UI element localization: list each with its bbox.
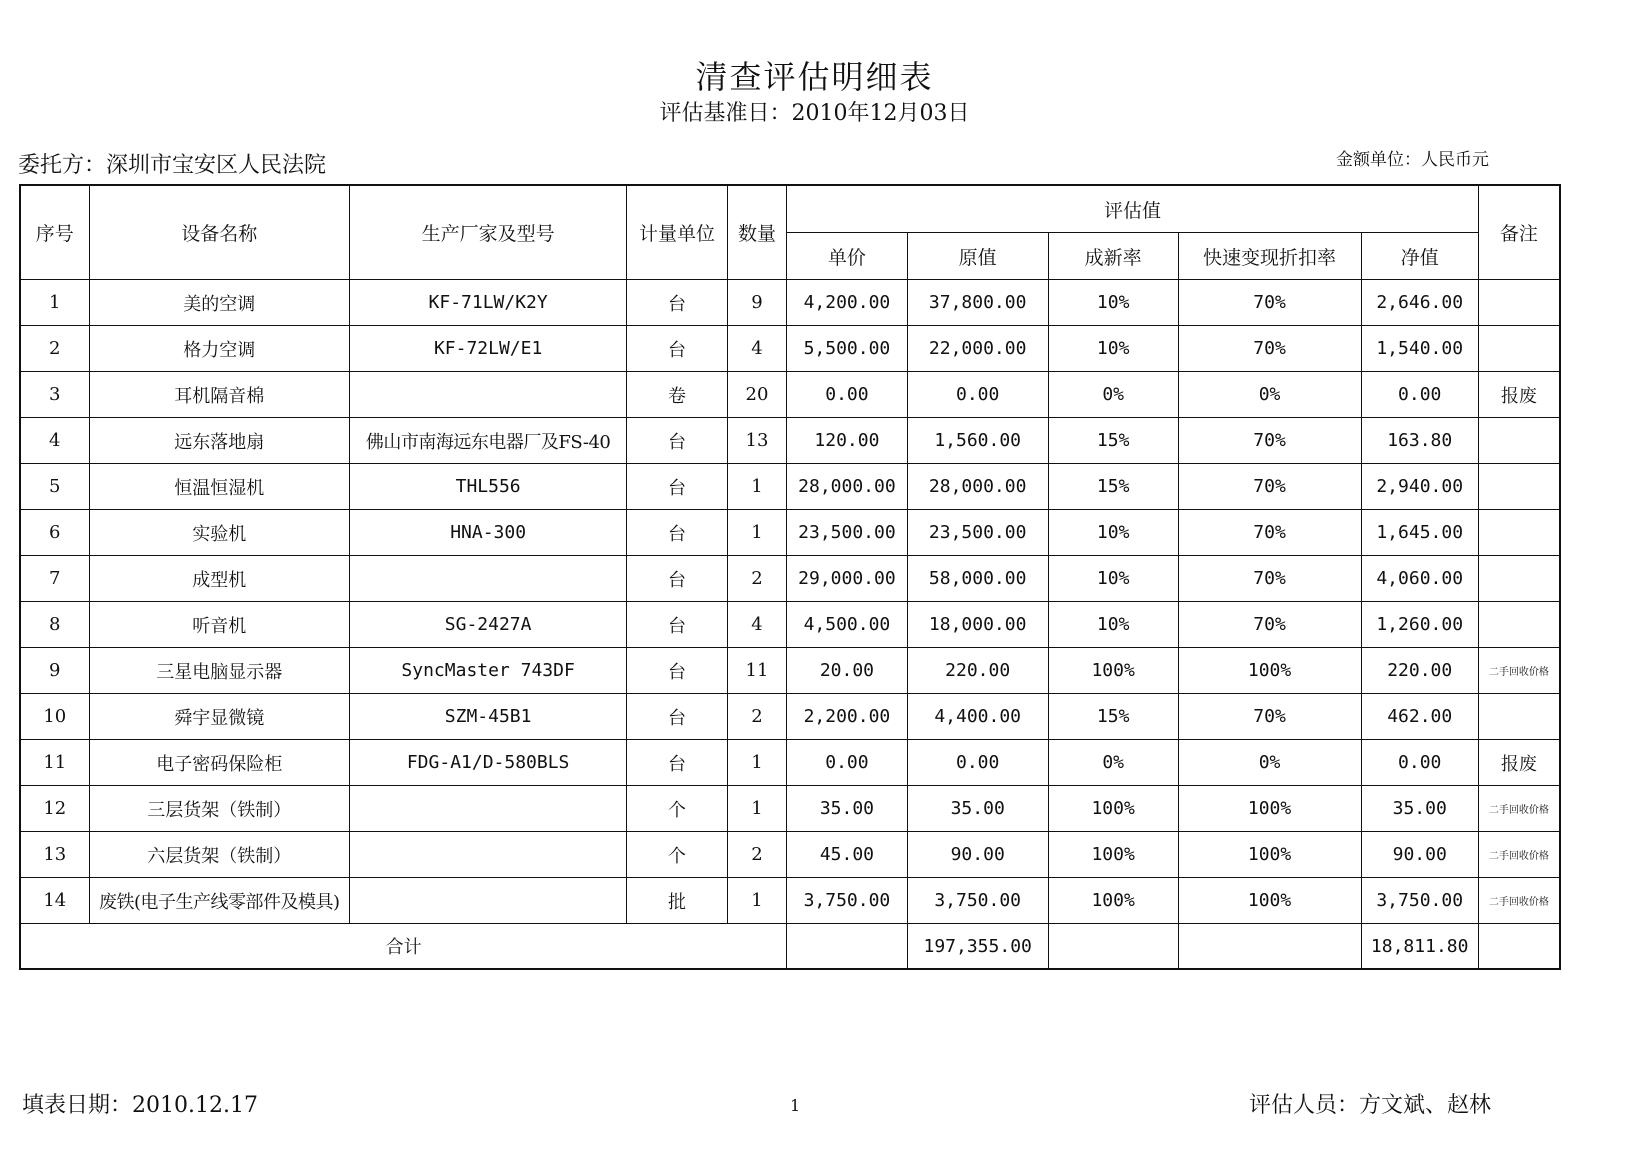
cell-remark: 二手回收价格 [1478,648,1560,694]
header-name: 设备名称 [89,185,349,280]
cell-seq: 5 [20,464,89,510]
cell-unit-price: 0.00 [787,372,907,418]
cell-discount: 100% [1178,832,1361,878]
cell-original: 0.00 [907,372,1048,418]
cell-name: 远东落地扇 [89,418,349,464]
header-manufacturer: 生产厂家及型号 [350,185,627,280]
cell-net: 90.00 [1361,832,1478,878]
cell-remark: 报废 [1478,372,1560,418]
cell-remark [1478,602,1560,648]
cell-model [350,372,627,418]
cell-net: 1,540.00 [1361,326,1478,372]
cell-original: 58,000.00 [907,556,1048,602]
cell-unit-price: 20.00 [787,648,907,694]
cell-model: HNA-300 [350,510,627,556]
cell-remark [1478,326,1560,372]
cell-unit: 台 [627,602,727,648]
cell-model [350,832,627,878]
total-remark-empty [1478,924,1560,970]
cell-net: 163.80 [1361,418,1478,464]
table-row [20,280,1560,326]
cell-unit-price: 4,500.00 [787,602,907,648]
cell-name: 成型机 [89,556,349,602]
cell-unit: 个 [627,832,727,878]
cell-net: 1,645.00 [1361,510,1478,556]
cell-seq: 11 [20,740,89,786]
cell-qty: 1 [727,510,787,556]
cell-newness: 0% [1048,372,1178,418]
cell-qty: 20 [727,372,787,418]
cell-model: SyncMaster 743DF [350,648,627,694]
cell-qty: 4 [727,602,787,648]
cell-name: 三星电脑显示器 [89,648,349,694]
cell-unit: 台 [627,418,727,464]
cell-remark [1478,418,1560,464]
table-row [20,740,1560,786]
cell-unit-price: 29,000.00 [787,556,907,602]
cell-discount: 70% [1178,510,1361,556]
cell-seq: 14 [20,878,89,924]
cell-qty: 2 [727,556,787,602]
cell-net: 462.00 [1361,694,1478,740]
header-original-value: 原值 [907,233,1048,280]
cell-original: 28,000.00 [907,464,1048,510]
cell-remark: 二手回收价格 [1478,878,1560,924]
header-unit-price: 单价 [787,233,907,280]
cell-seq: 4 [20,418,89,464]
cell-qty: 1 [727,786,787,832]
cell-qty: 1 [727,740,787,786]
cell-qty: 9 [727,280,787,326]
total-original: 197,355.00 [907,924,1048,970]
header-qty: 数量 [727,185,787,280]
cell-discount: 70% [1178,556,1361,602]
cell-discount: 70% [1178,602,1361,648]
cell-original: 35.00 [907,786,1048,832]
table-row [20,464,1560,510]
cell-original: 90.00 [907,832,1048,878]
cell-seq: 9 [20,648,89,694]
cell-qty: 1 [727,464,787,510]
cell-unit: 批 [627,878,727,924]
cell-name: 三层货架（铁制） [89,786,349,832]
client-label: 委托方：深圳市宝安区人民法院 [18,153,327,178]
cell-name: 电子密码保险柜 [89,740,349,786]
page-number: 1 [790,1096,801,1115]
cell-unit: 台 [627,280,727,326]
cell-name: 格力空调 [89,326,349,372]
cell-net: 220.00 [1361,648,1478,694]
cell-model: 佛山市南海远东电器厂及FS-40 [350,418,627,464]
cell-net: 0.00 [1361,740,1478,786]
header-net-value: 净值 [1361,233,1478,280]
cell-seq: 10 [20,694,89,740]
cell-discount: 100% [1178,786,1361,832]
table-row [20,510,1560,556]
cell-seq: 6 [20,510,89,556]
cell-newness: 15% [1048,694,1178,740]
cell-unit-price: 2,200.00 [787,694,907,740]
cell-net: 1,260.00 [1361,602,1478,648]
cell-unit: 台 [627,326,727,372]
cell-name: 听音机 [89,602,349,648]
table-row [20,418,1560,464]
table-row [20,556,1560,602]
cell-unit-price: 23,500.00 [787,510,907,556]
currency-unit-label: 金额单位：人民币元 [1336,150,1489,170]
cell-seq: 1 [20,280,89,326]
cell-remark: 报废 [1478,740,1560,786]
total-newness-empty [1048,924,1178,970]
total-row [20,924,1560,970]
cell-qty: 13 [727,418,787,464]
header-liquidation-rate: 快速变现折扣率 [1178,233,1361,280]
cell-unit-price: 0.00 [787,740,907,786]
header-seq: 序号 [20,185,89,280]
cell-model [350,786,627,832]
cell-name: 废铁(电子生产线零部件及模具) [89,878,349,924]
cell-newness: 15% [1048,418,1178,464]
cell-seq: 2 [20,326,89,372]
cell-model: SG-2427A [350,602,627,648]
cell-unit: 卷 [627,372,727,418]
cell-net: 2,646.00 [1361,280,1478,326]
cell-unit-price: 120.00 [787,418,907,464]
cell-newness: 10% [1048,510,1178,556]
table-row [20,832,1560,878]
table-row [20,648,1560,694]
cell-qty: 2 [727,694,787,740]
cell-discount: 0% [1178,740,1361,786]
cell-original: 220.00 [907,648,1048,694]
cell-newness: 10% [1048,556,1178,602]
cell-newness: 15% [1048,464,1178,510]
cell-name: 舜宇显微镜 [89,694,349,740]
cell-seq: 7 [20,556,89,602]
cell-remark [1478,510,1560,556]
cell-seq: 13 [20,832,89,878]
cell-unit-price: 5,500.00 [787,326,907,372]
cell-seq: 3 [20,372,89,418]
table-row [20,372,1560,418]
cell-original: 37,800.00 [907,280,1048,326]
cell-unit-price: 3,750.00 [787,878,907,924]
cell-newness: 10% [1048,326,1178,372]
cell-discount: 100% [1178,648,1361,694]
table-row [20,694,1560,740]
cell-remark: 二手回收价格 [1478,786,1560,832]
cell-newness: 0% [1048,740,1178,786]
cell-model: THL556 [350,464,627,510]
cell-original: 4,400.00 [907,694,1048,740]
header-unit: 计量单位 [627,185,727,280]
cell-qty: 1 [727,878,787,924]
cell-qty: 11 [727,648,787,694]
cell-discount: 100% [1178,878,1361,924]
fill-date: 填表日期：2010.12.17 [22,1093,258,1118]
cell-name: 美的空调 [89,280,349,326]
cell-newness: 10% [1048,602,1178,648]
cell-unit-price: 4,200.00 [787,280,907,326]
base-date: 评估基准日：2010年12月03日 [659,101,970,126]
cell-net: 0.00 [1361,372,1478,418]
cell-remark [1478,556,1560,602]
cell-newness: 100% [1048,832,1178,878]
page-title: 清查评估明细表 [695,58,934,96]
cell-remark: 二手回收价格 [1478,832,1560,878]
cell-name: 实验机 [89,510,349,556]
total-label: 合计 [20,924,787,970]
cell-original: 18,000.00 [907,602,1048,648]
table-row [20,602,1560,648]
cell-original: 1,560.00 [907,418,1048,464]
cell-model: SZM-45B1 [350,694,627,740]
header-newness-rate: 成新率 [1048,233,1178,280]
cell-unit: 台 [627,648,727,694]
total-discount-empty [1178,924,1361,970]
cell-newness: 100% [1048,648,1178,694]
evaluators: 评估人员：方文斌、赵林 [1248,1093,1491,1118]
cell-remark [1478,694,1560,740]
cell-discount: 70% [1178,464,1361,510]
valuation-table [19,184,1561,970]
cell-net: 3,750.00 [1361,878,1478,924]
cell-remark [1478,464,1560,510]
header-valuation: 评估值 [787,185,1479,233]
cell-discount: 70% [1178,694,1361,740]
cell-unit: 台 [627,510,727,556]
cell-seq: 12 [20,786,89,832]
cell-newness: 100% [1048,878,1178,924]
cell-net: 4,060.00 [1361,556,1478,602]
cell-unit: 台 [627,464,727,510]
cell-newness: 10% [1048,280,1178,326]
cell-name: 六层货架（铁制） [89,832,349,878]
cell-newness: 100% [1048,786,1178,832]
cell-discount: 70% [1178,418,1361,464]
cell-name: 耳机隔音棉 [89,372,349,418]
total-unit-price-empty [787,924,907,970]
cell-discount: 70% [1178,326,1361,372]
cell-discount: 0% [1178,372,1361,418]
cell-unit-price: 28,000.00 [787,464,907,510]
cell-model: KF-72LW/E1 [350,326,627,372]
cell-original: 3,750.00 [907,878,1048,924]
cell-unit: 台 [627,740,727,786]
cell-model: KF-71LW/K2Y [350,280,627,326]
cell-unit: 个 [627,786,727,832]
cell-model [350,556,627,602]
cell-qty: 2 [727,832,787,878]
cell-unit: 台 [627,556,727,602]
table-row [20,786,1560,832]
cell-original: 22,000.00 [907,326,1048,372]
cell-unit-price: 45.00 [787,832,907,878]
cell-original: 0.00 [907,740,1048,786]
total-net: 18,811.80 [1361,924,1478,970]
cell-net: 35.00 [1361,786,1478,832]
table-row [20,326,1560,372]
cell-original: 23,500.00 [907,510,1048,556]
cell-name: 恒温恒湿机 [89,464,349,510]
cell-remark [1478,280,1560,326]
cell-discount: 70% [1178,280,1361,326]
cell-net: 2,940.00 [1361,464,1478,510]
cell-unit: 台 [627,694,727,740]
cell-model: FDG-A1/D-580BLS [350,740,627,786]
cell-unit-price: 35.00 [787,786,907,832]
table-row [20,878,1560,924]
cell-seq: 8 [20,602,89,648]
cell-model [350,878,627,924]
header-remark: 备注 [1478,185,1560,280]
cell-qty: 4 [727,326,787,372]
